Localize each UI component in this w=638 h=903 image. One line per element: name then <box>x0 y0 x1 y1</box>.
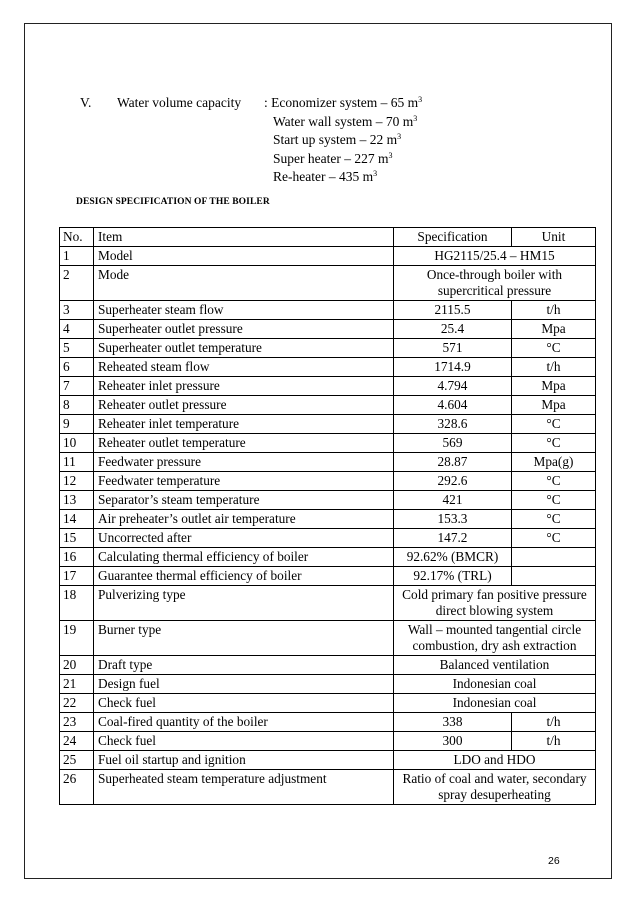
water-volume-text: Super heater – 227 m <box>273 150 389 166</box>
table-row <box>60 510 596 529</box>
cubic-superscript: 3 <box>388 150 393 160</box>
header-specification: Specification <box>394 228 512 247</box>
water-volume-text: Start up system – 22 m <box>273 132 398 147</box>
table-row <box>60 472 596 491</box>
row-number: 5 <box>60 339 94 358</box>
header-no: No. <box>60 228 94 247</box>
row-specification: 25.4 <box>394 320 512 339</box>
table-row <box>60 656 596 675</box>
row-item: Coal-fired quantity of the boiler <box>94 713 394 732</box>
row-specification: 92.17% (TRL) <box>394 567 512 586</box>
row-item: Reheater inlet temperature <box>94 415 394 434</box>
row-item: Air preheater’s outlet air temperature <box>94 510 394 529</box>
row-number: 26 <box>60 770 94 805</box>
row-unit: Mpa <box>512 320 596 339</box>
row-number: 19 <box>60 621 94 656</box>
page-number: 26 <box>548 855 560 867</box>
water-volume-text: Re-heater – 435 m <box>273 169 374 184</box>
table-row <box>60 396 596 415</box>
boiler-spec-table <box>59 227 596 805</box>
row-item: Guarantee thermal efficiency of boiler <box>94 567 394 586</box>
table-row <box>60 567 596 586</box>
row-item: Superheater outlet pressure <box>94 320 394 339</box>
row-unit: t/h <box>512 301 596 320</box>
water-volume-item <box>264 94 422 113</box>
row-specification: 338 <box>394 713 512 732</box>
row-specification: 328.6 <box>394 415 512 434</box>
table-row <box>60 529 596 548</box>
header-unit: Unit <box>512 228 596 247</box>
row-number: 7 <box>60 377 94 396</box>
row-item: Superheater steam flow <box>94 301 394 320</box>
section-number: V. <box>80 95 92 110</box>
row-specification: 1714.9 <box>394 358 512 377</box>
table-row <box>60 732 596 751</box>
row-item: Reheater outlet temperature <box>94 434 394 453</box>
row-number: 4 <box>60 320 94 339</box>
row-unit: t/h <box>512 713 596 732</box>
row-specification: Cold primary fan positive pressure direct blowing system <box>394 586 596 621</box>
row-number: 16 <box>60 548 94 567</box>
water-volume-text: Economizer system – 65 m <box>271 95 419 110</box>
table-row <box>60 675 596 694</box>
row-number: 12 <box>60 472 94 491</box>
water-volume-item <box>264 113 422 132</box>
row-item: Check fuel <box>94 694 394 713</box>
row-unit: Mpa <box>512 377 596 396</box>
row-item: Feedwater temperature <box>94 472 394 491</box>
row-item: Reheater inlet pressure <box>94 377 394 396</box>
row-item: Draft type <box>94 656 394 675</box>
row-item: Uncorrected after <box>94 529 394 548</box>
row-specification: Balanced ventilation <box>394 656 596 675</box>
table-row <box>60 694 596 713</box>
cubic-superscript: 3 <box>373 169 378 178</box>
row-item: Superheated steam temperature adjustment <box>94 770 394 805</box>
water-volume-item <box>264 150 422 169</box>
row-item: Mode <box>94 266 394 301</box>
row-specification: 2115.5 <box>394 301 512 320</box>
row-number: 6 <box>60 358 94 377</box>
row-unit: Mpa <box>512 396 596 415</box>
table-row <box>60 713 596 732</box>
row-specification: 92.62% (BMCR) <box>394 548 512 567</box>
header-item: Item <box>94 228 394 247</box>
row-number: 11 <box>60 453 94 472</box>
row-number: 10 <box>60 434 94 453</box>
row-specification: HG2115/25.4 – HM15 <box>394 247 596 266</box>
row-number: 18 <box>60 586 94 621</box>
row-item: Superheater outlet temperature <box>94 339 394 358</box>
row-specification: LDO and HDO <box>394 751 596 770</box>
table-header-row <box>60 228 596 247</box>
row-item: Reheated steam flow <box>94 358 394 377</box>
row-specification: Wall – mounted tangential circle combustion, dry ash extraction <box>394 621 596 656</box>
row-item: Design fuel <box>94 675 394 694</box>
row-specification: 300 <box>394 732 512 751</box>
row-unit: °C <box>512 472 596 491</box>
row-number: 14 <box>60 510 94 529</box>
row-specification: 292.6 <box>394 472 512 491</box>
row-specification: Ratio of coal and water, secondary spray desuperheating <box>394 770 596 805</box>
row-specification: 153.3 <box>394 510 512 529</box>
row-number: 9 <box>60 415 94 434</box>
row-unit: °C <box>512 434 596 453</box>
row-item: Reheater outlet pressure <box>94 396 394 415</box>
row-specification: 4.604 <box>394 396 512 415</box>
table-row <box>60 621 596 656</box>
row-number: 25 <box>60 751 94 770</box>
row-specification: 147.2 <box>394 529 512 548</box>
table-row <box>60 301 596 320</box>
row-item: Fuel oil startup and ignition <box>94 751 394 770</box>
row-number: 8 <box>60 396 94 415</box>
row-unit: Mpa(g) <box>512 453 596 472</box>
water-volume-item <box>264 131 422 150</box>
row-number: 20 <box>60 656 94 675</box>
table-row <box>60 751 596 770</box>
water-volume-item <box>264 168 422 187</box>
row-item: Burner type <box>94 621 394 656</box>
row-item: Calculating thermal efficiency of boiler <box>94 548 394 567</box>
row-item: Separator’s steam temperature <box>94 491 394 510</box>
water-volume-text: Water wall system – 70 m <box>273 113 414 129</box>
row-specification: 4.794 <box>394 377 512 396</box>
row-number: 3 <box>60 301 94 320</box>
row-number: 17 <box>60 567 94 586</box>
row-unit <box>512 548 596 567</box>
table-row <box>60 358 596 377</box>
row-item: Feedwater pressure <box>94 453 394 472</box>
row-specification: 28.87 <box>394 453 512 472</box>
table-row <box>60 415 596 434</box>
row-specification: Indonesian coal <box>394 694 596 713</box>
table-row <box>60 339 596 358</box>
row-unit: °C <box>512 491 596 510</box>
row-unit: t/h <box>512 358 596 377</box>
section-heading: DESIGN SPECIFICATION OF THE BOILER <box>76 197 270 207</box>
row-unit: °C <box>512 529 596 548</box>
row-unit: °C <box>512 510 596 529</box>
cubic-superscript: 3 <box>413 113 418 123</box>
row-specification: Indonesian coal <box>394 675 596 694</box>
table-row <box>60 247 596 266</box>
row-number: 24 <box>60 732 94 751</box>
table-row <box>60 770 596 805</box>
row-number: 1 <box>60 247 94 266</box>
table-row <box>60 491 596 510</box>
cubic-superscript: 3 <box>397 132 402 141</box>
row-number: 22 <box>60 694 94 713</box>
row-specification: 421 <box>394 491 512 510</box>
row-specification: 571 <box>394 339 512 358</box>
row-number: 23 <box>60 713 94 732</box>
table-row <box>60 434 596 453</box>
row-specification: Once-through boiler with supercritical pressure <box>394 266 596 301</box>
row-number: 15 <box>60 529 94 548</box>
row-number: 13 <box>60 491 94 510</box>
section-label: Water volume capacity <box>117 95 242 110</box>
row-unit: °C <box>512 339 596 358</box>
table-row <box>60 453 596 472</box>
table-row <box>60 266 596 301</box>
water-volume-prefix: : <box>264 95 272 110</box>
row-item: Check fuel <box>94 732 394 751</box>
water-volume-list <box>264 94 422 187</box>
row-unit <box>512 567 596 586</box>
row-item: Pulverizing type <box>94 586 394 621</box>
row-number: 21 <box>60 675 94 694</box>
row-specification: 569 <box>394 434 512 453</box>
row-unit: °C <box>512 415 596 434</box>
table-row <box>60 548 596 567</box>
row-unit: t/h <box>512 732 596 751</box>
cubic-superscript: 3 <box>418 95 423 104</box>
row-item: Model <box>94 247 394 266</box>
table-row <box>60 320 596 339</box>
table-body <box>60 247 596 805</box>
table-row <box>60 377 596 396</box>
row-number: 2 <box>60 266 94 301</box>
table-row <box>60 586 596 621</box>
